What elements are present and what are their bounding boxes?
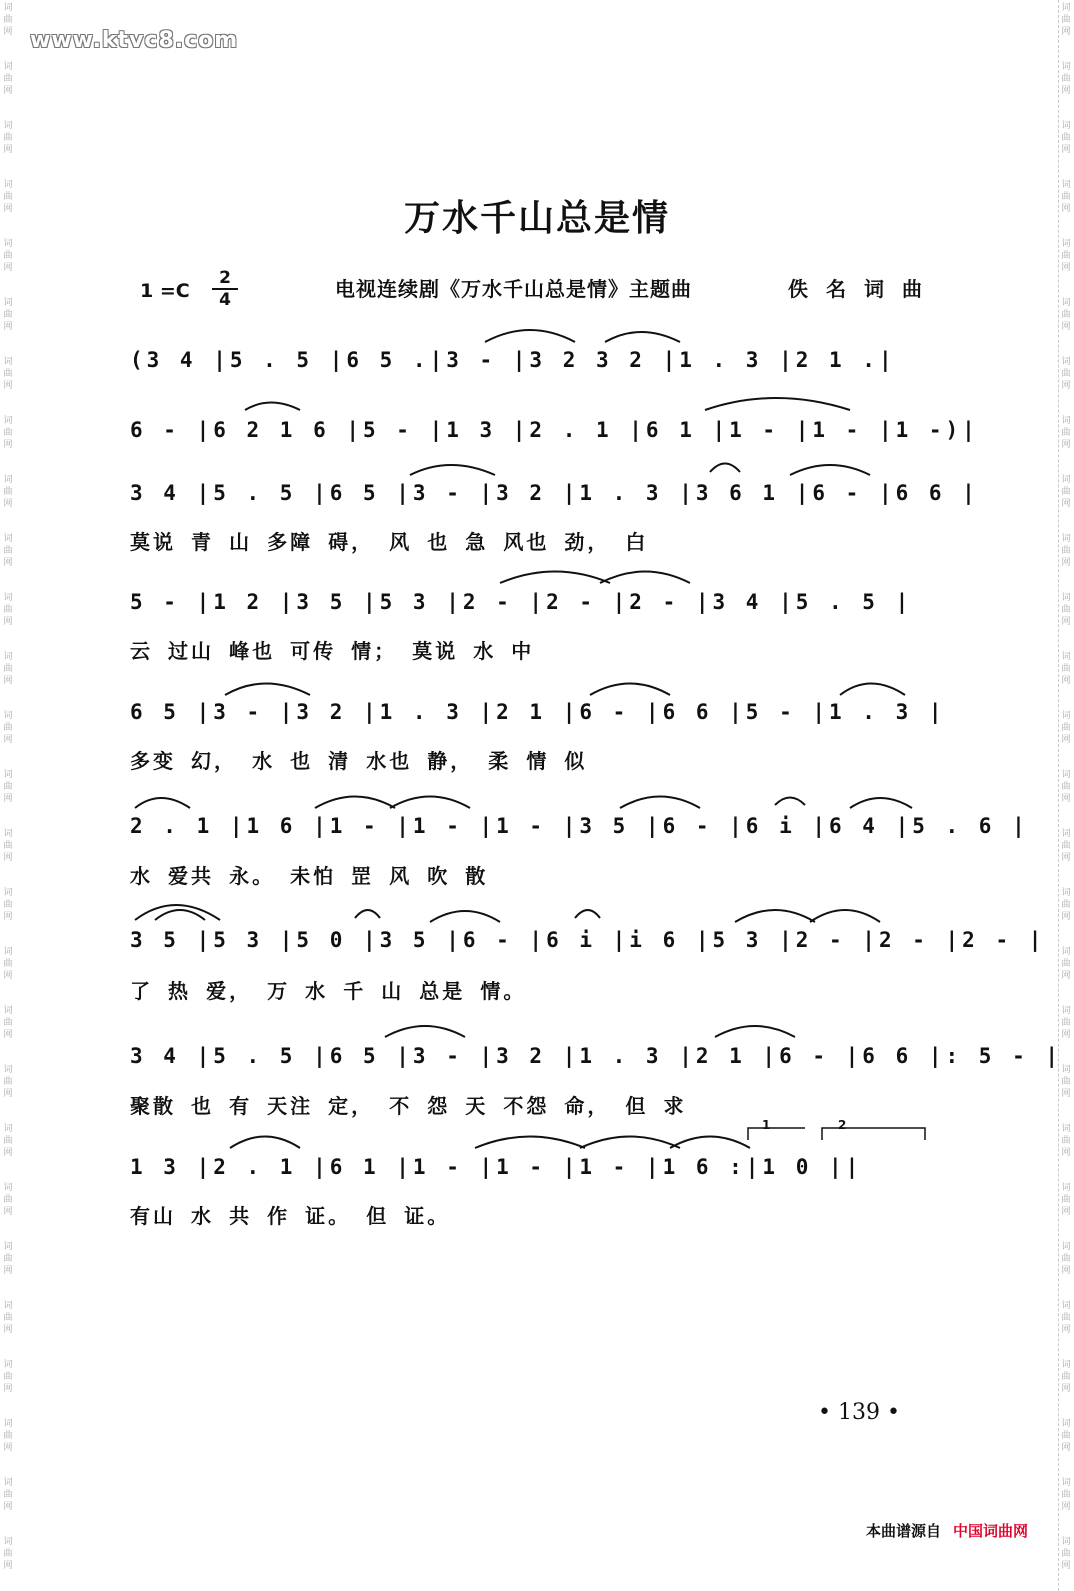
slur xyxy=(475,1137,585,1149)
footer-source-text: 本曲谱源自 xyxy=(865,1522,941,1540)
song-title: 万水千山总是情 xyxy=(403,198,670,239)
score-system-9-notes: 1 3 |2 . 1 |6 1 |1 - |1 - |1 - |1 6 :|1 0 || xyxy=(130,1155,863,1179)
score-system-9-lyrics: 有山 水 共 作 证。 但 证。 xyxy=(130,1204,451,1228)
side-watermark-mark: 词 曲 网 xyxy=(1061,1419,1071,1453)
slur xyxy=(500,572,610,584)
slur xyxy=(135,798,190,808)
side-watermark-mark: 词 曲 网 xyxy=(1061,1183,1071,1217)
side-watermark-mark: 词 曲 网 xyxy=(3,1478,13,1512)
slur xyxy=(775,798,805,806)
side-watermark-mark: 词 曲 网 xyxy=(1061,121,1071,155)
first-ending-label: 1 xyxy=(762,1118,771,1132)
slur xyxy=(670,1137,750,1149)
meter-bottom: 4 xyxy=(219,290,231,310)
side-watermark-mark: 词 曲 网 xyxy=(3,1183,13,1217)
meter-top: 2 xyxy=(212,268,238,290)
side-watermark-mark: 词 曲 网 xyxy=(3,416,13,450)
slur xyxy=(705,398,850,410)
side-watermark-mark: 词 曲 网 xyxy=(3,3,13,37)
slur xyxy=(840,684,905,696)
side-watermark-mark: 词 曲 网 xyxy=(3,1242,13,1276)
slur xyxy=(810,910,880,922)
side-watermark-mark: 词 曲 网 xyxy=(3,593,13,627)
side-watermark-mark: 词 曲 网 xyxy=(3,770,13,804)
side-watermark-mark: 词 曲 网 xyxy=(3,1360,13,1394)
side-watermark-mark: 词 曲 网 xyxy=(1061,1006,1071,1040)
slur xyxy=(575,910,600,918)
score-system-5-notes: 6 5 |3 - |3 2 |1 . 3 |2 1 |6 - |6 6 |5 - |1 . 3 | xyxy=(130,700,946,724)
slur xyxy=(385,1026,465,1037)
side-watermark-mark: 词 曲 网 xyxy=(1061,652,1071,686)
score-system-6-notes: 2 . 1 |1 6 |1 - |1 - |1 - |3 5 |6 - |6 i |6 4 |5 . 6 | xyxy=(130,814,1029,838)
score-system-4-notes: 5 - |1 2 |3 5 |5 3 |2 - |2 - |2 - |3 4 |5 . 5 | xyxy=(130,590,913,614)
slur xyxy=(850,798,912,808)
side-watermark-mark: 词 曲 网 xyxy=(1061,829,1071,863)
slur xyxy=(485,330,575,342)
key-signature: 1 =C xyxy=(140,280,190,302)
side-watermark-mark: 词 曲 网 xyxy=(1061,1065,1071,1099)
slur xyxy=(600,572,690,584)
first-ending-bracket xyxy=(748,1128,805,1140)
slur xyxy=(245,403,300,411)
slur xyxy=(225,684,310,696)
side-watermark-mark: 词 曲 网 xyxy=(1061,180,1071,214)
side-watermark-mark: 词 曲 网 xyxy=(3,1006,13,1040)
slur xyxy=(715,1026,795,1037)
side-watermark-mark: 词 曲 网 xyxy=(1061,62,1071,96)
slur xyxy=(790,465,870,475)
slur xyxy=(430,911,500,922)
side-watermark-mark: 词 曲 网 xyxy=(1061,239,1071,273)
score-system-2-notes: 6 - |6 2 1 6 |5 - |1 3 |2 . 1 |6 1 |1 - |1 - |1 -)| xyxy=(130,418,979,442)
slur xyxy=(580,1137,680,1149)
side-watermark-mark: 词 曲 网 xyxy=(3,1301,13,1335)
slur xyxy=(315,797,395,809)
side-watermark-mark: 词 曲 网 xyxy=(1061,357,1071,391)
side-watermark-mark: 词 曲 网 xyxy=(3,62,13,96)
score-system-7-lyrics: 了 热 爱， 万 水 千 山 总是 情。 xyxy=(130,979,527,1003)
score-system-5-lyrics: 多变 幻， 水 也 清 水也 静， 柔 情 似 xyxy=(130,749,588,773)
side-watermark-mark: 词 曲 网 xyxy=(3,888,13,922)
slur xyxy=(155,910,205,920)
side-watermark-mark: 词 曲 网 xyxy=(3,1419,13,1453)
slur xyxy=(710,464,740,473)
side-watermark-mark: 词 曲 网 xyxy=(1061,416,1071,450)
score-system-3-notes: 3 4 |5 . 5 |6 5 |3 - |3 2 |1 . 3 |3 6 1 |6 - |6 6 | xyxy=(130,481,979,505)
side-watermark-mark: 词 曲 网 xyxy=(1061,593,1071,627)
side-watermark-mark: 词 曲 网 xyxy=(1061,1124,1071,1158)
slur xyxy=(135,905,220,920)
side-watermark-mark: 词 曲 网 xyxy=(3,298,13,332)
slur xyxy=(390,797,470,809)
side-watermark-mark: 词 曲 网 xyxy=(3,357,13,391)
slur xyxy=(735,910,815,922)
score-system-1-notes: (3 4 |5 . 5 |6 5 .|3 - |3 2 3 2 |1 . 3 |2 1 .| xyxy=(130,348,896,372)
second-ending-label: 2 xyxy=(838,1118,847,1132)
side-watermark-mark: 词 曲 网 xyxy=(3,239,13,273)
score-system-7-notes: 3 5 |5 3 |5 0 |3 5 |6 - |6 i |i 6 |5 3 |2 - |2 - |2 - | xyxy=(130,928,1046,952)
page-number: • 139 • xyxy=(818,1400,900,1425)
score-system-3-lyrics: 莫说 青 山 多障 碍， 风 也 急 风也 劲， 白 xyxy=(130,530,649,554)
slur xyxy=(605,332,680,342)
score-system-8-lyrics: 聚散 也 有 天注 定， 不 怨 天 不怨 命， 但 求 xyxy=(130,1094,687,1118)
side-watermark-mark: 词 曲 网 xyxy=(1061,534,1071,568)
song-credit: 佚名词曲 xyxy=(788,277,940,301)
side-watermark-mark: 词 曲 网 xyxy=(3,1065,13,1099)
side-watermark-mark: 词 曲 网 xyxy=(1061,1478,1071,1512)
side-watermark-mark: 词 曲 网 xyxy=(1061,298,1071,332)
side-watermark-mark: 词 曲 网 xyxy=(3,652,13,686)
side-watermark-mark: 词 曲 网 xyxy=(3,829,13,863)
slur xyxy=(230,1137,300,1149)
side-watermark-mark: 词 曲 网 xyxy=(1061,1242,1071,1276)
side-watermark-mark: 词 曲 网 xyxy=(1061,1360,1071,1394)
side-watermark-mark: 词 曲 网 xyxy=(3,121,13,155)
slur xyxy=(355,910,380,918)
slur xyxy=(410,465,495,475)
score-system-6-lyrics: 水 爱共 永。 未怕 罡 风 吹 散 xyxy=(130,864,489,888)
side-watermark-mark: 词 曲 网 xyxy=(3,475,13,509)
watermark-url: www.ktvc8.com xyxy=(30,28,239,53)
score-system-8-notes: 3 4 |5 . 5 |6 5 |3 - |3 2 |1 . 3 |2 1 |6 - |6 6 |: 5 - | xyxy=(130,1044,1063,1068)
side-watermark-mark: 词 曲 网 xyxy=(1061,888,1071,922)
song-subtitle: 电视连续剧《万水千山总是情》主题曲 xyxy=(335,277,692,301)
footer-site-link[interactable]: 中国词曲网 xyxy=(952,1522,1028,1540)
side-watermark-mark: 词 曲 网 xyxy=(1061,1301,1071,1335)
side-watermark-mark: 词 曲 网 xyxy=(3,1537,13,1571)
side-watermark-mark: 词 曲 网 xyxy=(1061,947,1071,981)
slur xyxy=(620,797,700,809)
side-watermark-mark: 词 曲 网 xyxy=(3,1124,13,1158)
side-watermark-mark: 词 曲 网 xyxy=(3,711,13,745)
side-watermark-mark: 词 曲 网 xyxy=(3,534,13,568)
side-watermark-mark: 词 曲 网 xyxy=(1061,770,1071,804)
side-watermark-mark: 词 曲 网 xyxy=(3,947,13,981)
side-watermark-mark: 词 曲 网 xyxy=(3,180,13,214)
footer-source xyxy=(866,1520,1028,1541)
side-watermark-mark: 词 曲 网 xyxy=(1061,3,1071,37)
side-watermark-mark: 词 曲 网 xyxy=(1061,475,1071,509)
side-watermark-mark: 词 曲 网 xyxy=(1061,1537,1071,1571)
score-system-4-lyrics: 云 过山 峰也 可传 情； 莫说 水 中 xyxy=(130,639,535,663)
side-watermark-mark: 词 曲 网 xyxy=(1061,711,1071,745)
slur xyxy=(590,684,670,696)
